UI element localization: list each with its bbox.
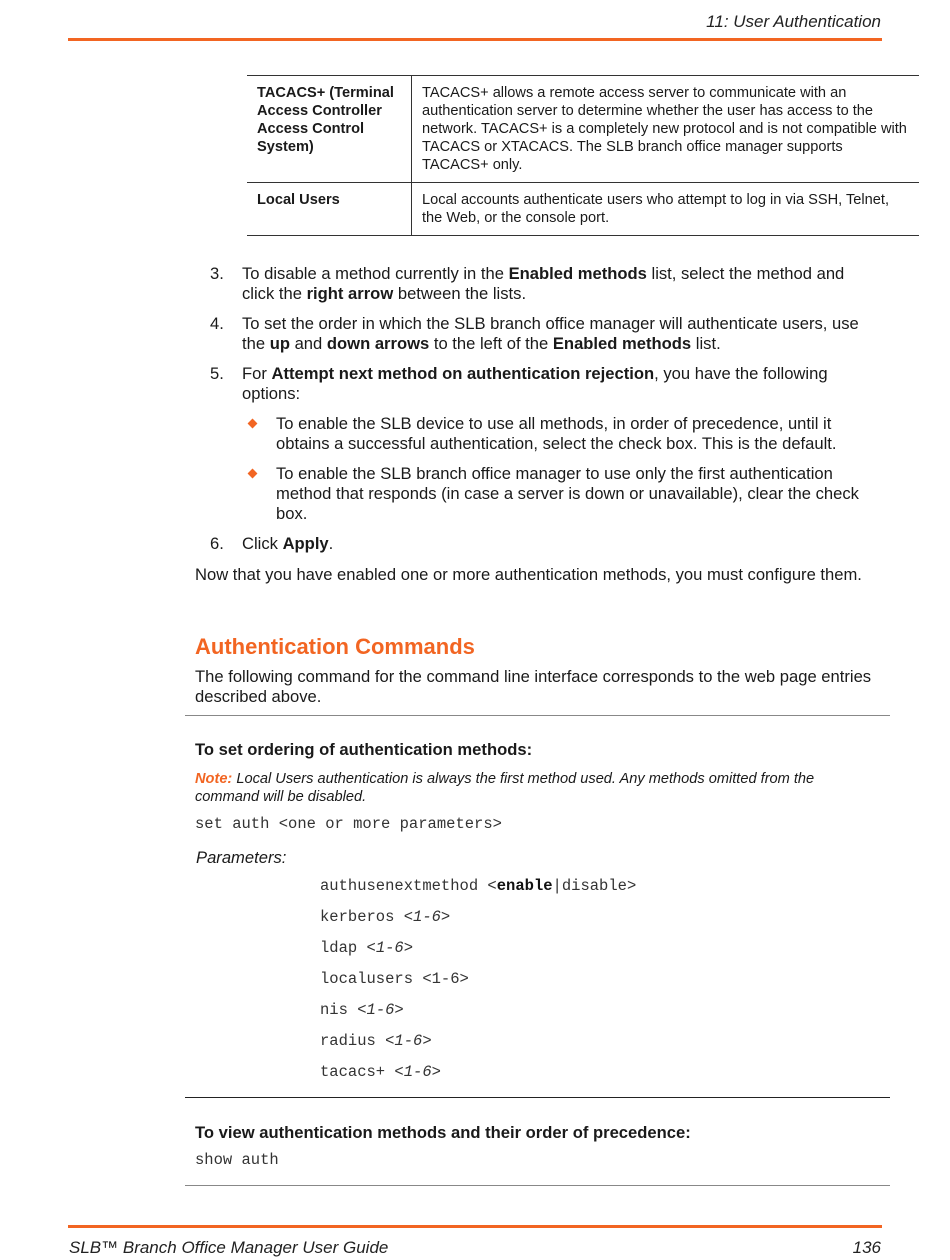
note-text: Local Users authentication is always the first method used. Any methods omitted from the command will be disabled.: [195, 771, 815, 805]
step-text: For: [242, 364, 272, 383]
definition-description: Local accounts authenticate users who attempt to log in via SSH, Telnet, the Web, or the console port.: [422, 192, 889, 226]
diamond-bullet-icon: [248, 419, 258, 429]
definition-term: Local Users: [247, 183, 412, 236]
after-steps-paragraph: Now that you have enabled one or more authentication methods, you must configure them.: [195, 565, 862, 584]
footer-title: SLB™ Branch Office Manager User Guide: [69, 1238, 389, 1257]
chapter-header: 11: User Authentication: [706, 12, 881, 31]
step-number: 6.: [210, 534, 224, 553]
note: [195, 770, 875, 806]
diamond-bullet-icon: [248, 469, 258, 479]
parameter-name: radius: [320, 1032, 386, 1050]
divider: [185, 1185, 890, 1186]
command-syntax: show auth: [195, 1151, 279, 1169]
list-item: [242, 464, 880, 524]
step-bold: Enabled methods: [508, 264, 647, 283]
step-5: [210, 364, 880, 524]
step-bold: up: [269, 334, 290, 353]
parameter: [320, 1001, 404, 1019]
definitions-table: [247, 75, 919, 236]
step-bold: Enabled methods: [552, 334, 692, 353]
step-6: [210, 534, 880, 554]
header-rule: [68, 38, 882, 41]
step-bold: right arrow: [306, 284, 394, 303]
command-heading: To set ordering of authentication methods:: [195, 740, 533, 759]
parameter-arg: <1-6>: [357, 1001, 404, 1019]
step-text: list, select the method and click the: [242, 264, 845, 303]
section-heading: Authentication Commands: [195, 634, 475, 659]
parameter-name: authusenextmethod <: [320, 877, 497, 895]
command-syntax: set auth <one or more parameters>: [195, 815, 502, 833]
divider: [185, 1097, 890, 1098]
parameter-name: nis: [320, 1001, 358, 1019]
step-text: and: [289, 334, 327, 353]
footer-rule: [68, 1225, 882, 1228]
table-row: [247, 183, 919, 236]
option-text: To enable the SLB device to use all methods, in order of precedence, until it obtains a successful authentication, select the check box. This is the default.: [276, 414, 837, 453]
section-intro: The following command for the command line interface corresponds to the web page entries described above.: [195, 667, 872, 706]
step-text: To disable a method currently in the: [242, 264, 509, 283]
parameter: [320, 1032, 432, 1050]
parameter-name: kerberos: [320, 908, 404, 926]
definition-description: TACACS+ allows a remote access server to communicate with an authentication server to determine whether the user has access to the network. TACACS+ is a completely new protocol and is not compatible with TACACS or XTACACS. The SLB branch office manager supports TACACS+ only.: [422, 85, 907, 173]
step-text: list.: [691, 334, 721, 353]
steps-list: [210, 264, 880, 564]
parameter: [320, 908, 450, 926]
step-number: 5.: [210, 364, 224, 383]
step-text: , you have the following options:: [242, 364, 828, 403]
step-bold: Attempt next method on authentication rejection: [271, 364, 655, 383]
parameters-label: Parameters:: [196, 848, 287, 867]
divider: [185, 715, 890, 716]
note-label: Note:: [195, 771, 233, 787]
step-text: .: [328, 534, 334, 553]
sub-options-list: [242, 414, 880, 524]
parameter-name: tacacs+: [320, 1063, 395, 1081]
parameter-arg: <1-6>: [366, 939, 414, 957]
step-bold: down arrows: [326, 334, 430, 353]
parameter-arg: <1-6>: [394, 1063, 441, 1081]
step-4: [210, 314, 880, 354]
step-text: between the lists.: [393, 284, 527, 303]
parameter: [320, 1063, 441, 1081]
parameter-arg: <1-6>: [385, 1032, 432, 1050]
step-3: [210, 264, 880, 304]
step-text: to the left of the: [429, 334, 553, 353]
step-number: 3.: [210, 264, 224, 283]
definition-term: TACACS+ (Terminal Access Controller Access Control System): [247, 76, 412, 183]
parameter-name: |disable>: [552, 877, 637, 895]
parameter: [320, 939, 413, 957]
parameter-arg: <1-6>: [403, 908, 451, 926]
parameter: localusers <1-6>: [320, 970, 469, 988]
parameter-default: enable: [496, 877, 553, 895]
page-number: 136: [852, 1238, 881, 1257]
command-heading: To view authentication methods and their order of precedence:: [195, 1123, 691, 1142]
list-item: [242, 414, 880, 454]
step-bold: Apply: [282, 534, 329, 553]
parameter: [320, 877, 636, 895]
step-text: To set the order in which the SLB branch office manager will authenticate users, use the: [242, 314, 859, 353]
option-text: To enable the SLB branch office manager to use only the first authentication method that responds (in case a server is down or unavailable), clear the check box.: [276, 464, 859, 523]
step-text: Click: [242, 534, 283, 553]
table-row: [247, 76, 919, 183]
step-number: 4.: [210, 314, 224, 333]
parameter-name: ldap: [320, 939, 367, 957]
